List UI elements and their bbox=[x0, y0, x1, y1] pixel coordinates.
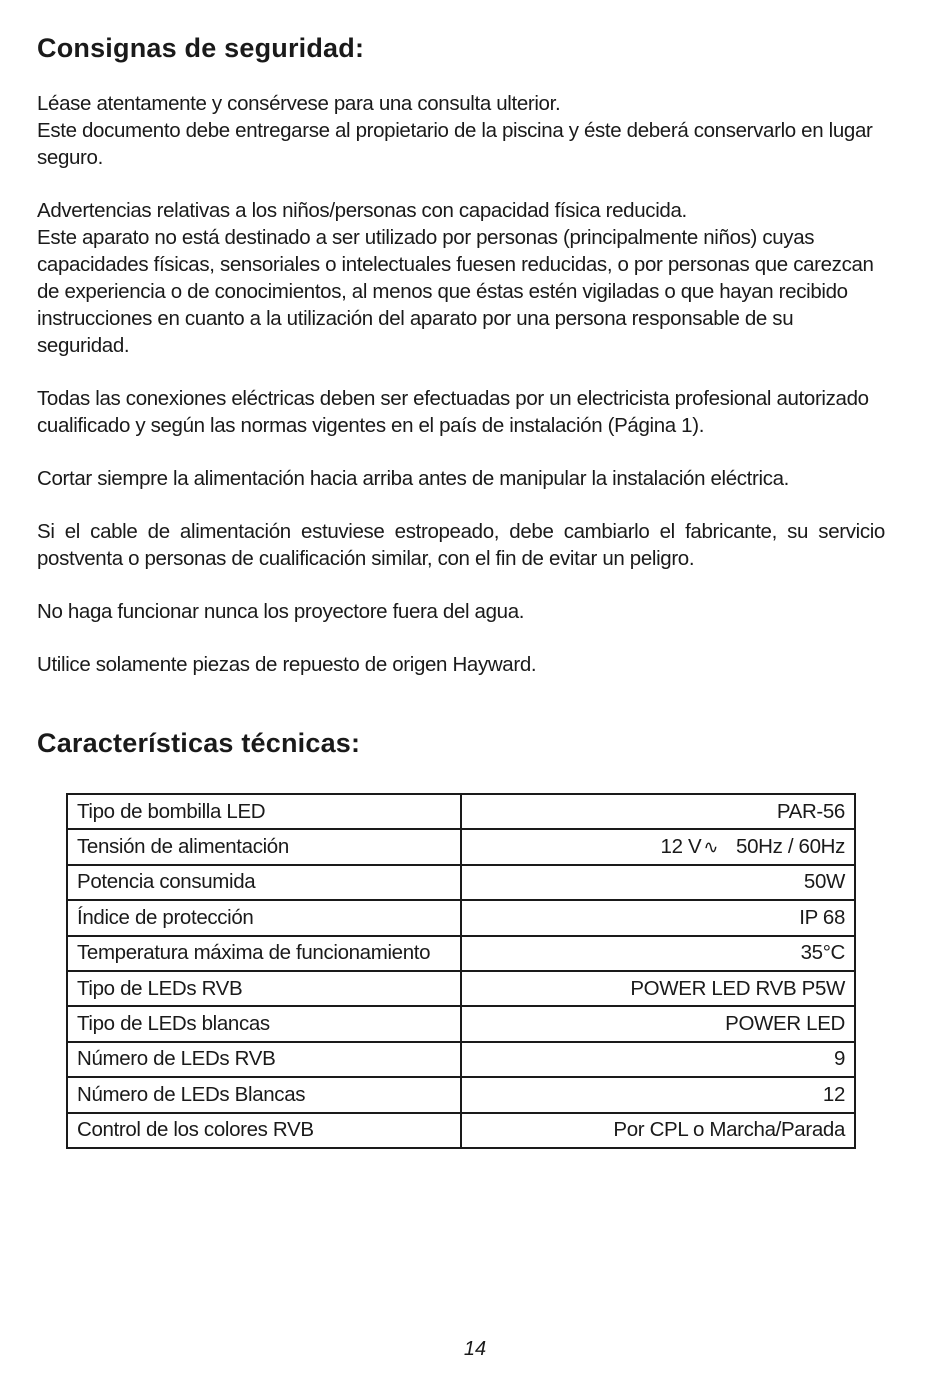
spec-label: Tipo de LEDs RVB bbox=[67, 971, 461, 1006]
paragraph-line: No haga funcionar nunca los proyectore fuera del agua. bbox=[37, 600, 525, 623]
paragraph-no-dry-operation bbox=[37, 598, 885, 625]
table-row bbox=[67, 794, 855, 829]
spec-label: Tensión de alimentación bbox=[67, 829, 461, 864]
paragraph-line: Utilice solamente piezas de repuesto de origen Hayward. bbox=[37, 653, 537, 676]
spec-label: Temperatura máxima de funcionamiento bbox=[67, 936, 461, 971]
paragraph-line: Léase atentamente y consérvese para una consulta ulterior. bbox=[37, 92, 561, 115]
page-number: 14 bbox=[463, 1338, 487, 1360]
spec-value-supply bbox=[461, 829, 855, 864]
spec-label: Índice de protección bbox=[67, 900, 461, 935]
spec-label: Tipo de bombilla LED bbox=[67, 794, 461, 829]
paragraph-line: Este documento debe entregarse al propietario de la piscina y éste deberá conservarlo en lugar seguro. bbox=[37, 119, 873, 169]
spec-value: POWER LED RVB P5W bbox=[461, 971, 855, 1006]
spec-value: POWER LED bbox=[461, 1006, 855, 1041]
voltage-value: 12 V bbox=[660, 835, 702, 859]
spec-label: Tipo de LEDs blancas bbox=[67, 1006, 461, 1041]
paragraph-line: Advertencias relativas a los niños/personas con capacidad física reducida. bbox=[37, 199, 687, 222]
paragraph-line: Todas las conexiones eléctricas deben ser efectuadas por un electricista profesional autorizado cualificado y según las normas vigentes en el país de instalación (Página 1). bbox=[37, 387, 869, 437]
spec-label: Número de LEDs RVB bbox=[67, 1042, 461, 1077]
spec-label: Número de LEDs Blancas bbox=[67, 1077, 461, 1112]
spec-value: PAR-56 bbox=[461, 794, 855, 829]
spec-value: 35°C bbox=[461, 936, 855, 971]
spec-label: Control de los colores RVB bbox=[67, 1113, 461, 1148]
spec-value: 12 bbox=[461, 1077, 855, 1112]
spec-value: IP 68 bbox=[461, 900, 855, 935]
spec-label: Potencia consumida bbox=[67, 865, 461, 900]
table-row bbox=[67, 1042, 855, 1077]
ac-current-icon: ∿ bbox=[703, 837, 719, 858]
safety-instructions bbox=[37, 90, 885, 704]
paragraph-spare-parts bbox=[37, 651, 885, 678]
technical-heading: Características técnicas: bbox=[37, 728, 361, 758]
table-row bbox=[67, 900, 855, 935]
technical-specs-table bbox=[66, 793, 856, 1149]
paragraph-line: Cortar siempre la alimentación hacia arriba antes de manipular la instalación eléctrica. bbox=[37, 467, 790, 490]
table-row bbox=[67, 971, 855, 1006]
spec-value: Por CPL o Marcha/Parada bbox=[461, 1113, 855, 1148]
paragraph-line: Este aparato no está destinado a ser utilizado por personas (principalmente niños) cuyas capacidades físicas, sensoriales o intelectuales fuesen reducidas, o por personas que carezcan de experiencia o de conocimientos, al menos que éstas estén vigiladas o que hayan recibido instrucciones en cuanto a la utilización del aparato por una persona responsable de su seguridad. bbox=[37, 226, 874, 357]
table-row bbox=[67, 1006, 855, 1041]
table-row bbox=[67, 1113, 855, 1148]
frequency-value: 50Hz / 60Hz bbox=[736, 835, 845, 859]
table-row bbox=[67, 1077, 855, 1112]
paragraph-electrical-connections bbox=[37, 385, 885, 439]
paragraph-damaged-cable bbox=[37, 518, 885, 572]
paragraph-cut-power bbox=[37, 465, 885, 492]
safety-heading: Consignas de seguridad: bbox=[37, 33, 365, 63]
spec-value: 9 bbox=[461, 1042, 855, 1077]
paragraph-children-warning bbox=[37, 197, 885, 359]
table-row bbox=[67, 865, 855, 900]
paragraph-read-carefully bbox=[37, 90, 885, 171]
table-row bbox=[67, 936, 855, 971]
spec-value: 50W bbox=[461, 865, 855, 900]
paragraph-line: Si el cable de alimentación estuviese estropeado, debe cambiarlo el fabricante, su servicio postventa o personas de cualificación similar, con el fin de evitar un peligro. bbox=[37, 520, 885, 570]
table-row bbox=[67, 829, 855, 864]
